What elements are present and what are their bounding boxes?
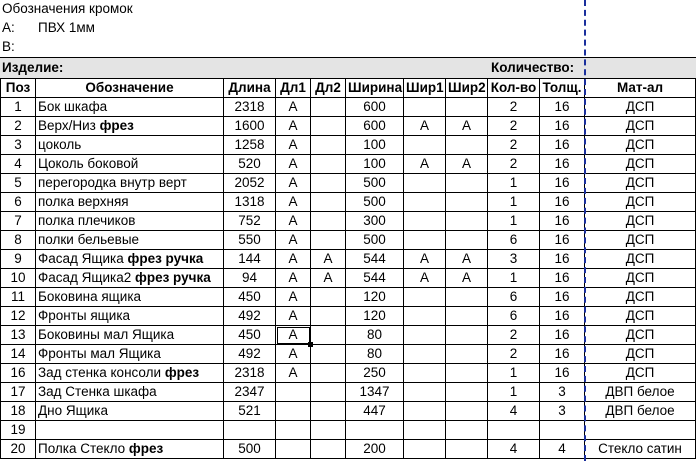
cell-col-wid2[interactable] xyxy=(446,288,488,307)
cell-col-wid1[interactable] xyxy=(404,440,446,459)
cell-col-width[interactable]: 1347 xyxy=(346,383,404,402)
cell-col-len1[interactable]: A xyxy=(276,136,311,155)
cell-col-len2[interactable] xyxy=(311,421,346,440)
part-name: Полка Стекло xyxy=(38,441,129,456)
part-name: Зад Стенка шкафа xyxy=(38,384,157,399)
cell-col-designation[interactable] xyxy=(36,402,224,421)
cell-col-qty[interactable]: 1 xyxy=(488,383,540,402)
header-col-material[interactable]: Мат-ал xyxy=(585,79,696,98)
table-row xyxy=(0,326,696,345)
cell-col-len2[interactable] xyxy=(311,383,346,402)
cell-col-thickness[interactable]: 16 xyxy=(540,326,585,345)
part-name: Фасад Ящика xyxy=(38,251,128,266)
table-row xyxy=(0,155,696,174)
part-name: Дно Ящика xyxy=(38,403,108,418)
cell-col-width[interactable]: 600 xyxy=(346,98,404,117)
cell-col-qty[interactable]: 6 xyxy=(488,288,540,307)
table-row xyxy=(0,421,696,440)
table-row xyxy=(0,212,696,231)
cell-col-designation[interactable] xyxy=(36,440,224,459)
cell-col-wid1[interactable]: A xyxy=(404,250,446,269)
part-name: полка плечиков xyxy=(38,213,136,228)
cell-col-len2[interactable] xyxy=(311,231,346,250)
cell-col-material[interactable]: ДСП xyxy=(585,193,696,212)
cell-col-thickness[interactable]: 16 xyxy=(540,288,585,307)
cell-col-qty[interactable]: 1 xyxy=(488,212,540,231)
header-col-length[interactable]: Длина xyxy=(224,79,276,98)
cell-col-qty[interactable]: 2 xyxy=(488,155,540,174)
part-note-bold: фрез xyxy=(164,365,200,380)
table-row xyxy=(0,250,696,269)
cell-col-wid2[interactable] xyxy=(446,212,488,231)
column-header-row xyxy=(0,79,696,98)
cell-col-wid2[interactable] xyxy=(446,345,488,364)
table-row xyxy=(0,383,696,402)
cell-col-wid1[interactable] xyxy=(404,307,446,326)
part-note-bold: фрез ручка xyxy=(127,251,204,266)
cell-col-thickness[interactable]: 16 xyxy=(540,117,585,136)
legend-key-b[interactable]: B: xyxy=(2,39,15,54)
cell-col-pos[interactable]: 6 xyxy=(0,193,36,212)
cell-col-len1[interactable]: A xyxy=(276,98,311,117)
cell-col-width[interactable]: 100 xyxy=(346,155,404,174)
part-name: Зад стенка консоли xyxy=(38,365,165,380)
header-col-wid2[interactable]: Шир2 xyxy=(446,79,488,98)
cell-col-wid2[interactable] xyxy=(446,402,488,421)
table-row xyxy=(0,307,696,326)
cell-col-width[interactable]: 544 xyxy=(346,269,404,288)
part-name: Фасад Ящика2 xyxy=(38,270,136,285)
cell-col-length[interactable]: 520 xyxy=(224,155,276,174)
cell-col-len2[interactable] xyxy=(311,155,346,174)
cell-col-qty[interactable]: 6 xyxy=(488,231,540,250)
cell-col-designation[interactable] xyxy=(36,98,224,117)
header-col-width[interactable]: Ширина xyxy=(346,79,404,98)
table-row xyxy=(0,136,696,155)
cell-col-material[interactable]: ДСП xyxy=(585,98,696,117)
cell-col-pos[interactable]: 17 xyxy=(0,383,36,402)
cell-col-material[interactable] xyxy=(585,421,696,440)
table-row xyxy=(0,174,696,193)
cell-col-wid1[interactable] xyxy=(404,212,446,231)
cell-col-material[interactable]: ДСП xyxy=(585,269,696,288)
cell-col-width[interactable]: 500 xyxy=(346,193,404,212)
part-name: Фронты мал Ящика xyxy=(38,346,161,361)
table-row xyxy=(0,231,696,250)
cell-col-width[interactable]: 600 xyxy=(346,117,404,136)
cell-col-material[interactable]: ДСП xyxy=(585,212,696,231)
fill-handle[interactable] xyxy=(308,342,313,347)
cell-col-material[interactable]: ДСП xyxy=(585,117,696,136)
sheet-title-row xyxy=(0,0,696,19)
table-row xyxy=(0,193,696,212)
table-row xyxy=(0,364,696,383)
cell-col-length[interactable]: 1318 xyxy=(224,193,276,212)
cell-col-length[interactable]: 2347 xyxy=(224,383,276,402)
cell-col-length[interactable]: 492 xyxy=(224,307,276,326)
quantity-label[interactable]: Количество: xyxy=(491,60,575,75)
part-name: Боковины мал Ящика xyxy=(38,327,175,342)
cell-col-wid1[interactable] xyxy=(404,193,446,212)
cell-col-len2[interactable] xyxy=(311,440,346,459)
cell-col-len1[interactable]: A xyxy=(276,193,311,212)
cell-col-len1[interactable]: A xyxy=(276,250,311,269)
cell-col-len2[interactable] xyxy=(311,136,346,155)
cell-col-qty[interactable]: 1 xyxy=(488,269,540,288)
cell-col-wid2[interactable] xyxy=(446,307,488,326)
cell-col-len2[interactable] xyxy=(311,402,346,421)
cell-col-width[interactable]: 544 xyxy=(346,250,404,269)
table-row xyxy=(0,269,696,288)
table-row xyxy=(0,117,696,136)
cell-col-width[interactable]: 250 xyxy=(346,364,404,383)
cell-col-wid2[interactable] xyxy=(446,231,488,250)
cell-col-length[interactable]: 550 xyxy=(224,231,276,250)
cell-col-pos[interactable]: 1 xyxy=(0,98,36,117)
cell-col-qty[interactable]: 2 xyxy=(488,136,540,155)
cell-col-material[interactable]: ДСП xyxy=(585,345,696,364)
cell-col-thickness[interactable]: 16 xyxy=(540,269,585,288)
cell-col-len1[interactable]: A xyxy=(276,117,311,136)
cell-col-length[interactable]: 752 xyxy=(224,212,276,231)
part-name: полки бельевые xyxy=(38,232,140,247)
part-note-bold: фрез xyxy=(99,118,134,133)
cell-col-wid2[interactable] xyxy=(446,193,488,212)
cell-col-len1[interactable]: A xyxy=(276,307,311,326)
cell-col-wid1[interactable]: A xyxy=(404,117,446,136)
cell-col-pos[interactable]: 7 xyxy=(0,212,36,231)
product-label[interactable]: Изделие: xyxy=(2,60,64,75)
cell-col-len1[interactable]: A xyxy=(276,269,311,288)
cell-col-designation[interactable] xyxy=(36,364,224,383)
part-name: полка верхняя xyxy=(38,194,129,209)
cell-col-qty[interactable]: 2 xyxy=(488,345,540,364)
cell-col-len2[interactable] xyxy=(311,345,346,364)
part-note-bold: фрез xyxy=(128,441,164,456)
cell-col-qty[interactable] xyxy=(488,421,540,440)
cell-col-length[interactable]: 2318 xyxy=(224,364,276,383)
section-band xyxy=(0,57,696,79)
cell-col-designation[interactable] xyxy=(36,250,224,269)
cell-col-thickness[interactable]: 16 xyxy=(540,174,585,193)
cell-col-thickness[interactable]: 3 xyxy=(540,383,585,402)
cell-col-pos[interactable]: 11 xyxy=(0,288,36,307)
part-name: Бок шкафа xyxy=(38,99,108,114)
cell-col-wid2[interactable] xyxy=(446,440,488,459)
table-row xyxy=(0,98,696,117)
part-note-bold: фрез ручка xyxy=(135,270,211,285)
cell-col-wid2[interactable]: A xyxy=(446,117,488,136)
cell-col-len2[interactable] xyxy=(311,117,346,136)
cell-col-designation[interactable] xyxy=(36,136,224,155)
cell-col-material[interactable]: ДСП xyxy=(585,326,696,345)
cell-col-qty[interactable]: 1 xyxy=(488,174,540,193)
cell-col-wid1[interactable] xyxy=(404,326,446,345)
cell-col-wid2[interactable] xyxy=(446,136,488,155)
cell-col-designation[interactable] xyxy=(36,117,224,136)
page-break-line xyxy=(584,0,586,461)
cell-col-material[interactable]: ДСП xyxy=(585,288,696,307)
cell-col-len2[interactable]: A xyxy=(311,250,346,269)
cell-col-length[interactable]: 2318 xyxy=(224,98,276,117)
cell-col-qty[interactable]: 1 xyxy=(488,193,540,212)
cell-col-material[interactable]: ДСП xyxy=(585,136,696,155)
cell-col-length[interactable]: 450 xyxy=(224,288,276,307)
cell-col-len2[interactable] xyxy=(311,174,346,193)
cell-col-len2[interactable] xyxy=(311,98,346,117)
cell-col-material[interactable]: ДСП xyxy=(585,231,696,250)
cell-col-pos[interactable]: 3 xyxy=(0,136,36,155)
cell-col-wid1[interactable] xyxy=(404,383,446,402)
cell-col-wid2[interactable] xyxy=(446,421,488,440)
cell-col-length[interactable]: 144 xyxy=(224,250,276,269)
cell-col-len1[interactable]: A xyxy=(276,345,311,364)
cell-col-length[interactable]: 94 xyxy=(224,269,276,288)
cell-col-len1[interactable] xyxy=(276,440,311,459)
cell-col-designation[interactable] xyxy=(36,212,224,231)
cell-col-thickness[interactable]: 16 xyxy=(540,231,585,250)
cell-col-thickness[interactable] xyxy=(540,421,585,440)
table-row xyxy=(0,402,696,421)
cell-col-width[interactable] xyxy=(346,421,404,440)
cell-col-thickness[interactable]: 16 xyxy=(540,212,585,231)
cell-col-wid1[interactable] xyxy=(404,345,446,364)
cell-col-qty[interactable]: 2 xyxy=(488,117,540,136)
cell-col-len2[interactable] xyxy=(311,326,346,345)
cell-col-width[interactable]: 120 xyxy=(346,307,404,326)
cell-col-length[interactable]: 500 xyxy=(224,440,276,459)
cell-col-designation[interactable] xyxy=(36,174,224,193)
cell-col-designation[interactable] xyxy=(36,193,224,212)
legend-row-b xyxy=(0,38,696,56)
cell-col-len1[interactable]: A xyxy=(276,288,311,307)
selected-cell[interactable]: A xyxy=(276,326,311,345)
part-name: Фронты ящика xyxy=(38,308,131,323)
cell-col-len1[interactable]: A xyxy=(276,364,311,383)
cell-col-pos[interactable]: 9 xyxy=(0,250,36,269)
cell-col-width[interactable]: 120 xyxy=(346,288,404,307)
cell-col-width[interactable]: 300 xyxy=(346,212,404,231)
cell-col-thickness[interactable]: 16 xyxy=(540,345,585,364)
cell-col-pos[interactable]: 13 xyxy=(0,326,36,345)
cell-col-qty[interactable]: 1 xyxy=(488,364,540,383)
cell-col-pos[interactable]: 5 xyxy=(0,174,36,193)
cell-col-pos[interactable]: 14 xyxy=(0,345,36,364)
header-col-wid1[interactable]: Шир1 xyxy=(404,79,446,98)
cell-col-length[interactable]: 2052 xyxy=(224,174,276,193)
cell-col-pos[interactable]: 12 xyxy=(0,307,36,326)
part-name: цоколь xyxy=(38,137,82,152)
cell-col-wid1[interactable] xyxy=(404,421,446,440)
cell-col-len2[interactable] xyxy=(311,288,346,307)
cell-col-len1[interactable] xyxy=(276,402,311,421)
cell-col-qty[interactable]: 4 xyxy=(488,440,540,459)
cell-col-wid1[interactable] xyxy=(404,174,446,193)
cell-col-length[interactable]: 521 xyxy=(224,402,276,421)
cell-col-wid2[interactable] xyxy=(446,98,488,117)
cell-col-pos[interactable]: 19 xyxy=(0,421,36,440)
legend-value-a[interactable]: ПВХ 1мм xyxy=(38,20,95,35)
legend-row-a xyxy=(0,19,696,38)
cell-col-wid1[interactable]: A xyxy=(404,269,446,288)
cell-col-wid2[interactable]: A xyxy=(446,250,488,269)
part-name: Верх/Низ xyxy=(38,118,100,133)
cell-col-designation[interactable] xyxy=(36,231,224,250)
cell-col-qty[interactable]: 4 xyxy=(488,402,540,421)
cell-col-length[interactable]: 1258 xyxy=(224,136,276,155)
cell-col-len1[interactable]: A xyxy=(276,174,311,193)
cell-col-thickness[interactable]: 16 xyxy=(540,98,585,117)
cell-col-len2[interactable] xyxy=(311,212,346,231)
cell-col-wid2[interactable]: A xyxy=(446,269,488,288)
header-col-len2[interactable]: Дл2 xyxy=(311,79,346,98)
cell-col-wid1[interactable] xyxy=(404,136,446,155)
cell-col-pos[interactable]: 20 xyxy=(0,440,36,459)
cell-col-pos[interactable]: 16 xyxy=(0,364,36,383)
part-name: перегородка внутр верт xyxy=(38,175,187,190)
cell-col-len1[interactable]: A xyxy=(276,212,311,231)
cell-col-material[interactable]: ДСП xyxy=(585,364,696,383)
cell-col-wid1[interactable] xyxy=(404,288,446,307)
cell-col-width[interactable]: 500 xyxy=(346,231,404,250)
table-row xyxy=(0,288,696,307)
cell-col-material[interactable]: ДСП xyxy=(585,307,696,326)
cell-col-designation[interactable] xyxy=(36,326,224,345)
header-col-designation[interactable]: Обозначение xyxy=(36,79,224,98)
cell-col-material[interactable]: ДСП xyxy=(585,174,696,193)
cell-col-material[interactable]: Стекло сатин xyxy=(585,440,696,459)
cell-col-qty[interactable]: 2 xyxy=(488,98,540,117)
header-col-qty[interactable]: Кол-во xyxy=(488,79,540,98)
cell-col-thickness[interactable]: 4 xyxy=(540,440,585,459)
cell-col-len1[interactable] xyxy=(276,383,311,402)
cell-col-material[interactable]: ДВП белое xyxy=(585,383,696,402)
cell-col-qty[interactable]: 6 xyxy=(488,307,540,326)
cell-col-len1[interactable]: A xyxy=(276,155,311,174)
header-col-len1[interactable]: Дл1 xyxy=(276,79,311,98)
cell-col-thickness[interactable]: 16 xyxy=(540,250,585,269)
cell-col-wid1[interactable] xyxy=(404,231,446,250)
cell-col-designation[interactable] xyxy=(36,421,224,440)
cell-col-designation[interactable] xyxy=(36,307,224,326)
cell-col-pos[interactable]: 8 xyxy=(0,231,36,250)
cell-col-width[interactable]: 500 xyxy=(346,174,404,193)
cell-col-pos[interactable]: 4 xyxy=(0,155,36,174)
cell-col-designation[interactable] xyxy=(36,288,224,307)
cell-col-material[interactable]: ДСП xyxy=(585,250,696,269)
cell-col-thickness[interactable]: 16 xyxy=(540,364,585,383)
cell-col-wid1[interactable]: A xyxy=(404,155,446,174)
cell-col-len1[interactable] xyxy=(276,421,311,440)
cell-col-width[interactable]: 200 xyxy=(346,440,404,459)
cell-col-width[interactable]: 447 xyxy=(346,402,404,421)
cell-col-len2[interactable] xyxy=(311,307,346,326)
cell-col-length[interactable]: 1600 xyxy=(224,117,276,136)
cell-col-designation[interactable] xyxy=(36,155,224,174)
cell-col-pos[interactable]: 10 xyxy=(0,269,36,288)
cell-col-width[interactable]: 80 xyxy=(346,326,404,345)
cell-col-thickness[interactable]: 16 xyxy=(540,307,585,326)
cell-col-wid2[interactable] xyxy=(446,364,488,383)
cell-col-wid1[interactable] xyxy=(404,98,446,117)
cell-col-wid1[interactable] xyxy=(404,402,446,421)
cell-col-wid1[interactable] xyxy=(404,364,446,383)
cell-col-wid2[interactable]: A xyxy=(446,155,488,174)
cell-col-designation[interactable] xyxy=(36,345,224,364)
cell-col-len2[interactable] xyxy=(311,364,346,383)
table-row xyxy=(0,345,696,364)
table-row xyxy=(0,440,696,459)
cell-col-len2[interactable]: A xyxy=(311,269,346,288)
cell-col-thickness[interactable]: 3 xyxy=(540,402,585,421)
cell-col-wid2[interactable] xyxy=(446,326,488,345)
cell-col-wid2[interactable] xyxy=(446,383,488,402)
cell-col-material[interactable]: ДСП xyxy=(585,155,696,174)
cell-col-thickness[interactable]: 16 xyxy=(540,193,585,212)
cell-col-thickness[interactable]: 16 xyxy=(540,155,585,174)
cell-col-width[interactable]: 80 xyxy=(346,345,404,364)
part-name: Цоколь боковой xyxy=(38,156,139,171)
cell-col-wid2[interactable] xyxy=(446,174,488,193)
cell-col-len1[interactable]: A xyxy=(276,231,311,250)
header-col-pos[interactable]: Поз xyxy=(0,79,36,98)
cell-col-pos[interactable]: 18 xyxy=(0,402,36,421)
cell-col-designation[interactable] xyxy=(36,383,224,402)
cell-col-pos[interactable]: 2 xyxy=(0,117,36,136)
cell-col-length[interactable]: 492 xyxy=(224,345,276,364)
header-col-thickness[interactable]: Толщ. xyxy=(540,79,585,98)
cell-col-material[interactable]: ДВП белое xyxy=(585,402,696,421)
cell-col-len2[interactable] xyxy=(311,193,346,212)
cell-col-length[interactable]: 450 xyxy=(224,326,276,345)
cell-col-length[interactable] xyxy=(224,421,276,440)
cell-col-qty[interactable]: 2 xyxy=(488,326,540,345)
sheet-title[interactable]: Обозначения кромок xyxy=(2,1,133,16)
cell-col-thickness[interactable]: 16 xyxy=(540,136,585,155)
legend-key-a[interactable]: A: xyxy=(2,20,15,35)
cell-col-designation[interactable] xyxy=(36,269,224,288)
cell-col-width[interactable]: 100 xyxy=(346,136,404,155)
part-name: Боковина ящика xyxy=(38,289,142,304)
cell-col-qty[interactable]: 3 xyxy=(488,250,540,269)
